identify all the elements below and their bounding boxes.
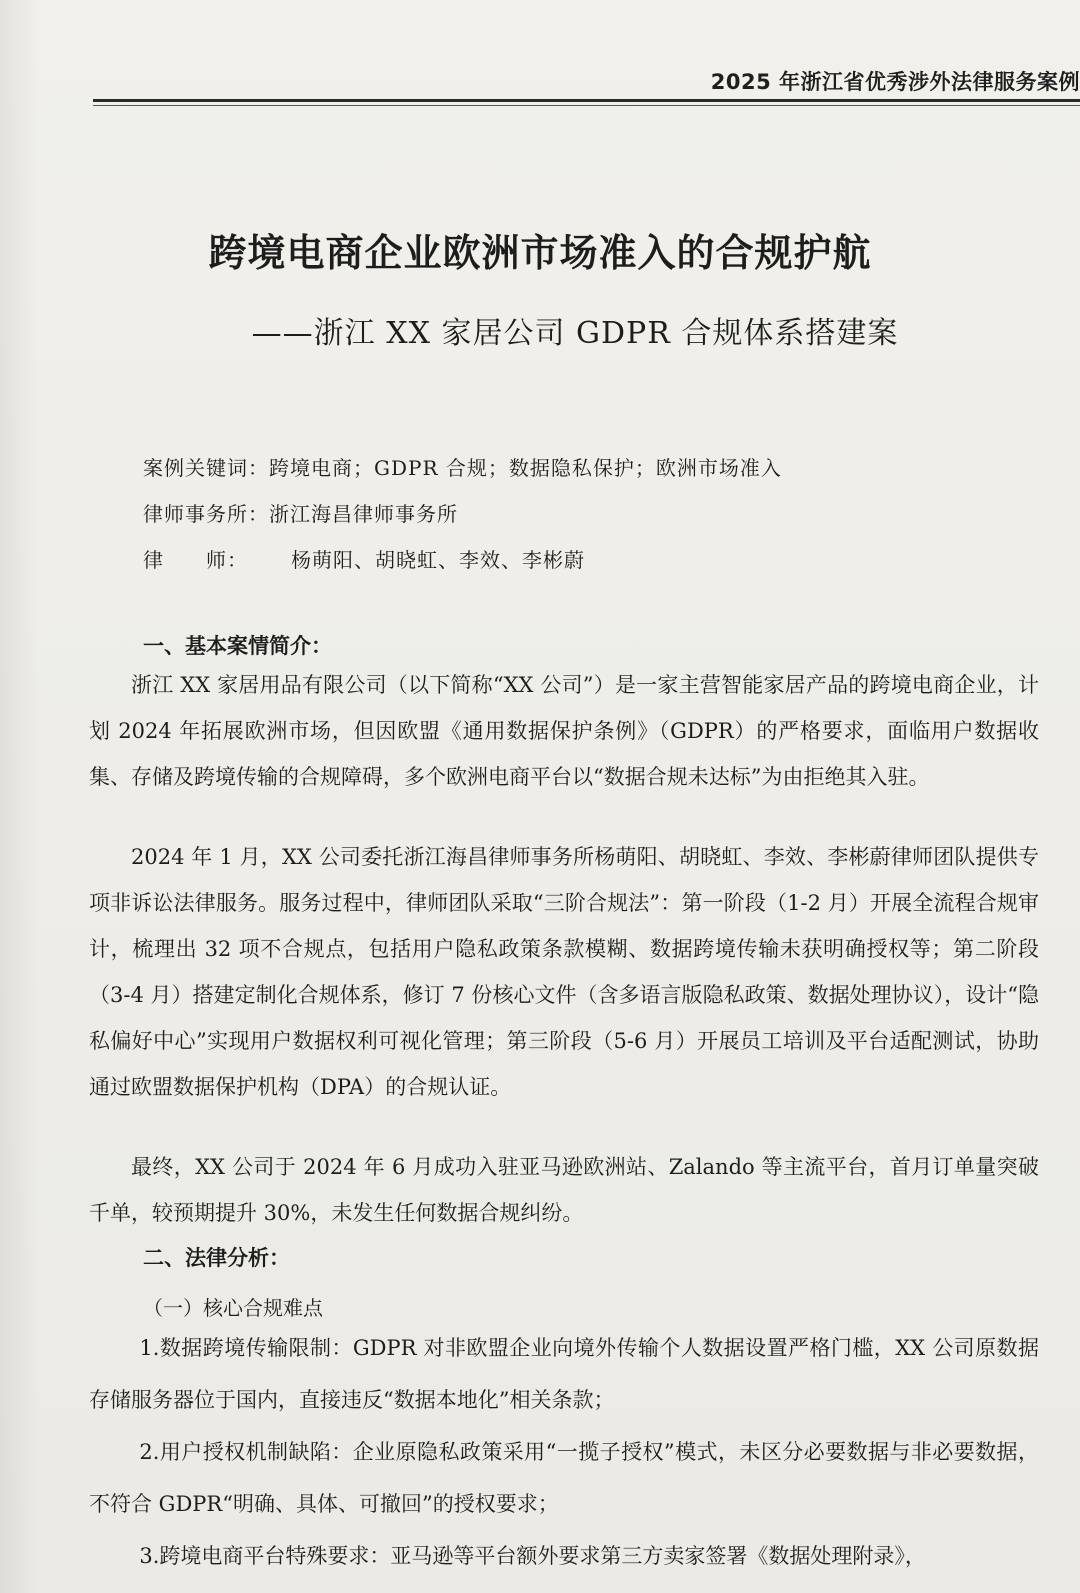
list-item: 2.用户授权机制缺陷：企业原隐私政策采用“一揽子授权”模式，未区分必要数据与非必要数据，不符合 GDPR“明确、具体、可撤回”的授权要求； <box>89 1440 1039 1516</box>
header-rule <box>93 99 1080 102</box>
running-header: 2025 年浙江省优秀涉外法律服务案例 <box>710 70 1080 94</box>
section-heading-basic-facts: 一、基本案情简介： <box>143 634 332 658</box>
paragraph: 浙江 XX 家居用品有限公司（以下简称“XX 公司”）是一家主营智能家居产品的跨境电商企业，计划 2024 年拓展欧洲市场，但因欧盟《通用数据保护条例》（GDPR）的严格要求，面临用户数据收集、存储及跨境传输的合规障碍，多个欧洲电商平台以“数据合规未达标”为由拒绝其入驻。 <box>89 673 1039 789</box>
page-subtitle: ——浙江 XX 家居公司 GDPR 合规体系搭建案 <box>251 316 899 351</box>
meta-keywords: 案例关键词：跨境电商；GDPR 合规；数据隐私保护；欧洲市场准入 <box>143 456 782 480</box>
page-title: 跨境电商企业欧洲市场准入的合规护航 <box>208 230 872 275</box>
section-heading-legal-analysis: 二、法律分析： <box>143 1246 290 1270</box>
sub-heading-core-difficulties: （一）核心合规难点 <box>143 1296 323 1320</box>
paragraph: 最终，XX 公司于 2024 年 6 月成功入驻亚马逊欧洲站、Zalando 等主流平台，首月订单量突破千单，较预期提升 30%，未发生任何数据合规纠纷。 <box>89 1155 1039 1225</box>
meta-lawyers <box>143 544 585 573</box>
paragraph: 2024 年 1 月，XX 公司委托浙江海昌律师事务所杨萌阳、胡晓虹、李效、李彬蔚律师团队提供专项非诉讼法律服务。服务过程中，律师团队采取“三阶合规法”：第一阶段（1-2 月）开展全流程合规审计，梳理出 32 项不合规点，包括用户隐私政策条款模糊、数据跨境传输未获明确授权等；第二阶段（3-4 月）搭建定制化合规体系，修订 7 份核心文件（含多语言版隐私政策、数据处理协议），设计“隐私偏好中心”实现用户数据权利可视化管理；第三阶段（5-6 月）开展员工培训及平台适配测试，协助通过欧盟数据保护机构（DPA）的合规认证。 <box>89 845 1039 1099</box>
list-item: 1.数据跨境传输限制：GDPR 对非欧盟企业向境外传输个人数据设置严格门槛，XX 公司原数据存储服务器位于国内，直接违反“数据本地化”相关条款； <box>89 1336 1039 1412</box>
list-item: 3.跨境电商平台特殊要求：亚马逊等平台额外要求第三方卖家签署《数据处理附录》， <box>139 1544 926 1568</box>
header-rule-thin <box>93 105 1080 106</box>
meta-lawyers-names: 杨萌阳、胡晓虹、李效、李彬蔚 <box>291 548 585 572</box>
meta-firm: 律师事务所：浙江海昌律师事务所 <box>143 502 458 526</box>
meta-lawyers-label: 律 师： <box>143 548 248 572</box>
